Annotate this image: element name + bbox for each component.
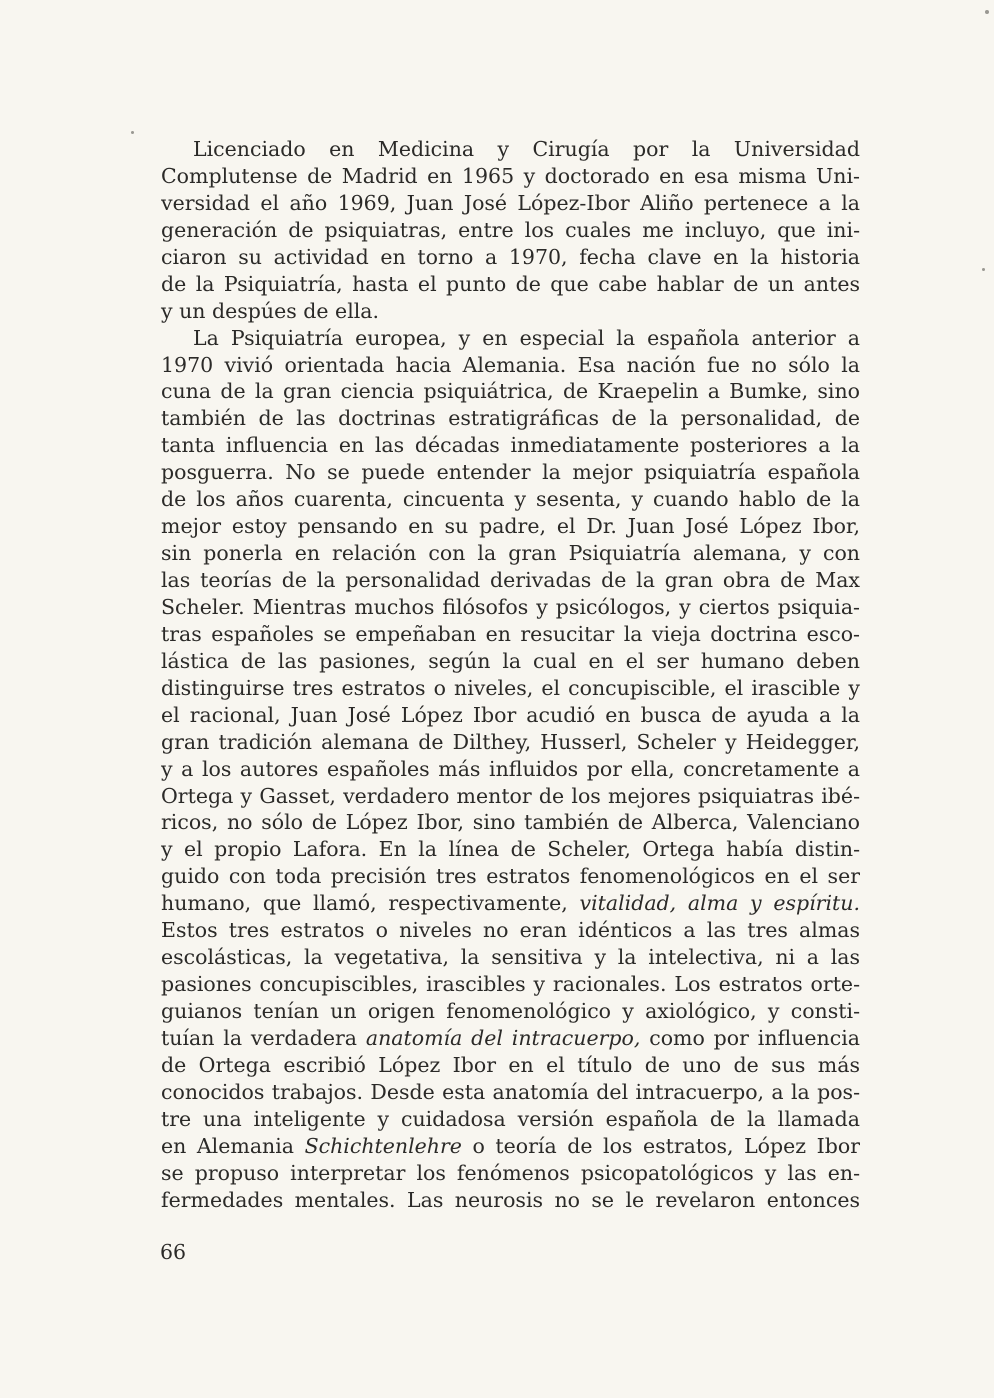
text-line: [161, 783, 860, 810]
text-segment: o teoría de los estratos, López Ibor: [461, 1133, 860, 1158]
text-segment: escolásticas, la vegetativa, la sensitiva y la intelectiva, ni a las: [161, 945, 860, 970]
text-line: [161, 540, 860, 567]
text-segment: versidad el año 1969, Juan José López-Ibor Aliño pertenece a la: [161, 190, 860, 215]
paper-speck: [131, 131, 134, 134]
text-line: [161, 459, 860, 486]
text-segment: Estos tres estratos o niveles no eran idénticos a las tres almas: [161, 918, 860, 943]
paper-speck: [982, 268, 985, 271]
text-line: [161, 136, 860, 163]
text-segment: pasiones concupiscibles, irascibles y racionales. Los estratos orte-: [161, 972, 860, 997]
text-line: [161, 756, 860, 783]
text-segment: ricos, no sólo de López Ibor, sino también de Alberca, Valenciano: [161, 810, 860, 835]
text-segment: Scheler. Mientras muchos filósofos y psicólogos, y ciertos psiquia-: [161, 594, 860, 619]
text-segment: el racional, Juan José López Ibor acudió en busca de ayuda a la: [161, 702, 860, 727]
text-segment: mejor estoy pensando en su padre, el Dr. Juan José López Ibor,: [161, 514, 860, 539]
italic-text: anatomía del intracuerpo,: [365, 1025, 641, 1050]
text-line: [161, 1187, 860, 1214]
page-number: 66: [160, 1240, 187, 1264]
text-line: [161, 863, 860, 890]
text-segment: ciaron su actividad en torno a 1970, fecha clave en la historia: [161, 244, 860, 269]
text-segment: La Psiquiatría europea, y en especial la española anterior a: [193, 325, 860, 350]
text-segment: las teorías de la personalidad derivadas de la gran obra de Max: [161, 568, 860, 592]
text-segment: Complutense de Madrid en 1965 y doctorado en esa misma Uni-: [161, 163, 860, 188]
text-segment: guido con toda precisión tres estratos fenomenológicos en el ser: [161, 864, 860, 889]
text-segment: tras españoles se empeñaban en resucitar la vieja doctrina esco-: [161, 621, 860, 646]
text-line: [161, 702, 860, 729]
text-segment: posguerra. No se puede entender la mejor psiquiatría española: [161, 460, 860, 485]
italic-text: Schichtenlehre: [304, 1133, 462, 1158]
text-segment: de la Psiquiatría, hasta el punto de que cabe hablar de un antes: [161, 271, 860, 296]
text-segment: lástica de las pasiones, según la cual en el ser humano deben: [161, 648, 860, 673]
text-line: [161, 298, 860, 325]
text-line: [161, 917, 860, 944]
text-line: [161, 378, 860, 405]
text-line: [161, 567, 860, 594]
text-line: [161, 729, 860, 756]
text-line: [161, 244, 860, 271]
text-segment: en Alemania: [161, 1133, 305, 1158]
text-line: [161, 621, 860, 648]
text-segment: sin ponerla en relación con la gran Psiquiatría alemana, y con: [161, 541, 860, 566]
text-line: [161, 594, 860, 621]
text-line: [161, 1079, 860, 1106]
text-segment: generación de psiquiatras, entre los cuales me incluyo, que ini-: [161, 217, 860, 242]
paper-speck: [985, 10, 989, 14]
text-segment: 1970 vivió orientada hacia Alemania. Esa nación fue no sólo la: [161, 352, 860, 377]
text-segment: tuían la verdadera: [161, 1025, 366, 1050]
text-line: [161, 352, 860, 379]
text-line: [161, 513, 860, 540]
text-segment: se propuso interpretar los fenómenos psicopatológicos y las en-: [161, 1160, 860, 1185]
text-line: [161, 486, 860, 513]
text-segment: de Ortega escribió López Ibor en el título de uno de sus más: [161, 1052, 860, 1077]
text-segment: cuna de la gran ciencia psiquiátrica, de Kraepelin a Bumke, sino: [161, 379, 860, 404]
text-line: [161, 890, 860, 917]
text-line: [161, 190, 860, 217]
text-line: [161, 971, 860, 998]
text-segment: y un despúes de ella.: [161, 298, 380, 323]
text-line: [161, 325, 860, 352]
text-line: [161, 1025, 860, 1052]
text-segment: tre una inteligente y cuidadosa versión española de la llamada: [161, 1106, 860, 1131]
text-segment: tanta influencia en las décadas inmediatamente posteriores a la: [161, 433, 860, 458]
italic-text: vitalidad, alma y espíritu.: [579, 891, 860, 916]
text-segment: fermedades mentales. Las neurosis no se le revelaron entonces: [161, 1187, 860, 1212]
text-line: [161, 1133, 860, 1160]
text-segment: Licenciado en Medicina y Cirugía por la Universidad: [193, 137, 860, 161]
text-line: [161, 809, 860, 836]
text-segment: Ortega y Gasset, verdadero mentor de los mejores psiquiatras ibé-: [161, 783, 860, 808]
text-line: [161, 405, 860, 432]
text-line: [161, 163, 860, 190]
body-text: [161, 136, 860, 1214]
text-segment: de los años cuarenta, cincuenta y sesenta, y cuando hablo de la: [161, 487, 860, 512]
text-segment: también de las doctrinas estratigráficas de la personalidad, de: [161, 406, 860, 431]
text-line: [161, 836, 860, 863]
text-segment: conocidos trabajos. Desde esta anatomía del intracuerpo, a la pos-: [161, 1079, 860, 1104]
text-segment: guianos tenían un origen fenomenológico y axiológico, y consti-: [161, 999, 860, 1023]
text-line: [161, 648, 860, 675]
text-line: [161, 1052, 860, 1079]
text-segment: gran tradición alemana de Dilthey, Husserl, Scheler y Heidegger,: [161, 729, 860, 754]
text-line: [161, 1160, 860, 1187]
text-line: [161, 1106, 860, 1133]
text-line: [161, 432, 860, 459]
text-line: [161, 675, 860, 702]
text-line: [161, 271, 860, 298]
text-segment: y a los autores españoles más influidos por ella, concretamente a: [161, 756, 860, 781]
text-line: [161, 998, 860, 1025]
text-line: [161, 944, 860, 971]
text-segment: y el propio Lafora. En la línea de Scheler, Ortega había distin-: [161, 837, 860, 862]
text-segment: humano, que llamó, respectivamente,: [161, 891, 580, 916]
text-segment: distinguirse tres estratos o niveles, el concupiscible, el irascible y: [161, 675, 860, 700]
text-segment: como por influencia: [640, 1025, 860, 1050]
text-line: [161, 217, 860, 244]
